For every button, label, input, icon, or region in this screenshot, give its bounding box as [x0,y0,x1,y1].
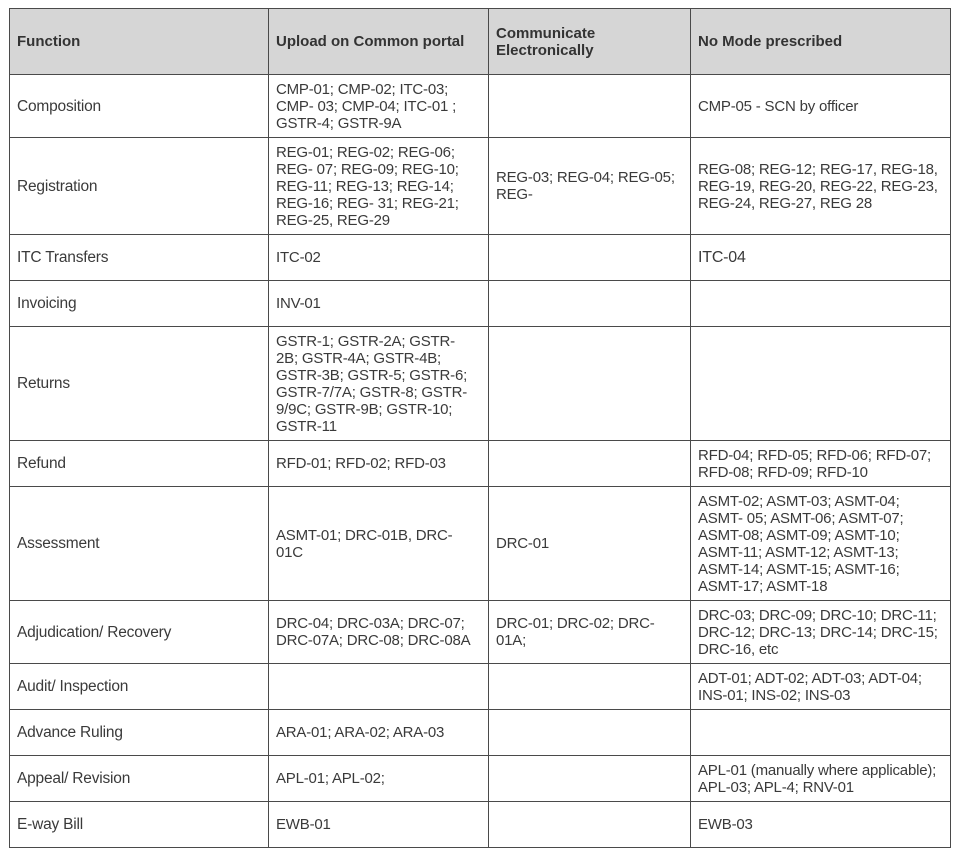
upload-cell: APL-01; APL-02; [269,756,489,802]
upload-cell: INV-01 [269,281,489,327]
communicate-cell [489,75,691,138]
function-cell: Audit/ Inspection [10,664,269,710]
table-row [10,138,951,235]
table-row [10,802,951,848]
header-upload: Upload on Common portal [269,9,489,75]
table-row [10,281,951,327]
function-cell: Appeal/ Revision [10,756,269,802]
function-cell: Assessment [10,487,269,601]
no-mode-cell: DRC-03; DRC-09; DRC-10; DRC-11; DRC-12; DRC-13; DRC-14; DRC-15; DRC-16, etc [691,601,951,664]
upload-cell: REG-01; REG-02; REG-06; REG- 07; REG-09; REG-10; REG-11; REG-13; REG-14; REG-16; REG- 31; REG-21; REG-25, REG-29 [269,138,489,235]
function-cell: Adjudication/ Recovery [10,601,269,664]
no-mode-cell: ADT-01; ADT-02; ADT-03; ADT-04; INS-01; INS-02; INS-03 [691,664,951,710]
header-row [10,9,951,75]
upload-cell: EWB-01 [269,802,489,848]
no-mode-cell [691,327,951,441]
function-cell: Registration [10,138,269,235]
no-mode-cell: RFD-04; RFD-05; RFD-06; RFD-07; RFD-08; RFD-09; RFD-10 [691,441,951,487]
function-cell: Returns [10,327,269,441]
table-row [10,487,951,601]
table-row [10,327,951,441]
upload-cell: GSTR-1; GSTR-2A; GSTR- 2B; GSTR-4A; GSTR-4B; GSTR-3B; GSTR-5; GSTR-6; GSTR-7/7A; GSTR-8; GSTR- 9/9C; GSTR-9B; GSTR-10; GSTR-11 [269,327,489,441]
communicate-cell [489,802,691,848]
upload-cell: ASMT-01; DRC-01B, DRC- 01C [269,487,489,601]
upload-cell: CMP-01; CMP-02; ITC-03; CMP- 03; CMP-04; ITC-01 ; GSTR-4; GSTR-9A [269,75,489,138]
gst-forms-table-container [9,8,951,848]
communicate-cell [489,235,691,281]
table-row [10,601,951,664]
no-mode-cell [691,281,951,327]
function-cell: Composition [10,75,269,138]
table-row [10,75,951,138]
upload-cell: DRC-04; DRC-03A; DRC-07; DRC-07A; DRC-08; DRC-08A [269,601,489,664]
communicate-cell [489,281,691,327]
header-communicate: Communicate Electronically [489,9,691,75]
no-mode-cell: ASMT-02; ASMT-03; ASMT-04; ASMT- 05; ASMT-06; ASMT-07; ASMT-08; ASMT-09; ASMT-10; ASMT-11; ASMT-12; ASMT-13; ASMT-14; ASMT-15; ASMT-16; ASMT-17; ASMT-18 [691,487,951,601]
table-row [10,756,951,802]
table-row [10,664,951,710]
communicate-cell [489,710,691,756]
header-no-mode: No Mode prescribed [691,9,951,75]
upload-cell: ITC-02 [269,235,489,281]
no-mode-cell: CMP-05 - SCN by officer [691,75,951,138]
upload-cell [269,664,489,710]
no-mode-cell: EWB-03 [691,802,951,848]
no-mode-cell [691,710,951,756]
communicate-cell: DRC-01; DRC-02; DRC- 01A; [489,601,691,664]
communicate-cell [489,756,691,802]
no-mode-cell: REG-08; REG-12; REG-17, REG-18, REG-19, REG-20, REG-22, REG-23, REG-24, REG-27, REG 28 [691,138,951,235]
no-mode-cell: ITC-04 [691,235,951,281]
upload-cell: RFD-01; RFD-02; RFD-03 [269,441,489,487]
table-row [10,441,951,487]
function-cell: ITC Transfers [10,235,269,281]
function-cell: Refund [10,441,269,487]
table-row [10,235,951,281]
communicate-cell [489,441,691,487]
gst-forms-table [9,8,951,848]
header-function: Function [10,9,269,75]
communicate-cell: DRC-01 [489,487,691,601]
communicate-cell [489,327,691,441]
function-cell: E-way Bill [10,802,269,848]
function-cell: Invoicing [10,281,269,327]
no-mode-cell: APL-01 (manually where applicable); APL-03; APL-4; RNV-01 [691,756,951,802]
communicate-cell [489,664,691,710]
table-row [10,710,951,756]
communicate-cell: REG-03; REG-04; REG-05; REG- [489,138,691,235]
upload-cell: ARA-01; ARA-02; ARA-03 [269,710,489,756]
function-cell: Advance Ruling [10,710,269,756]
